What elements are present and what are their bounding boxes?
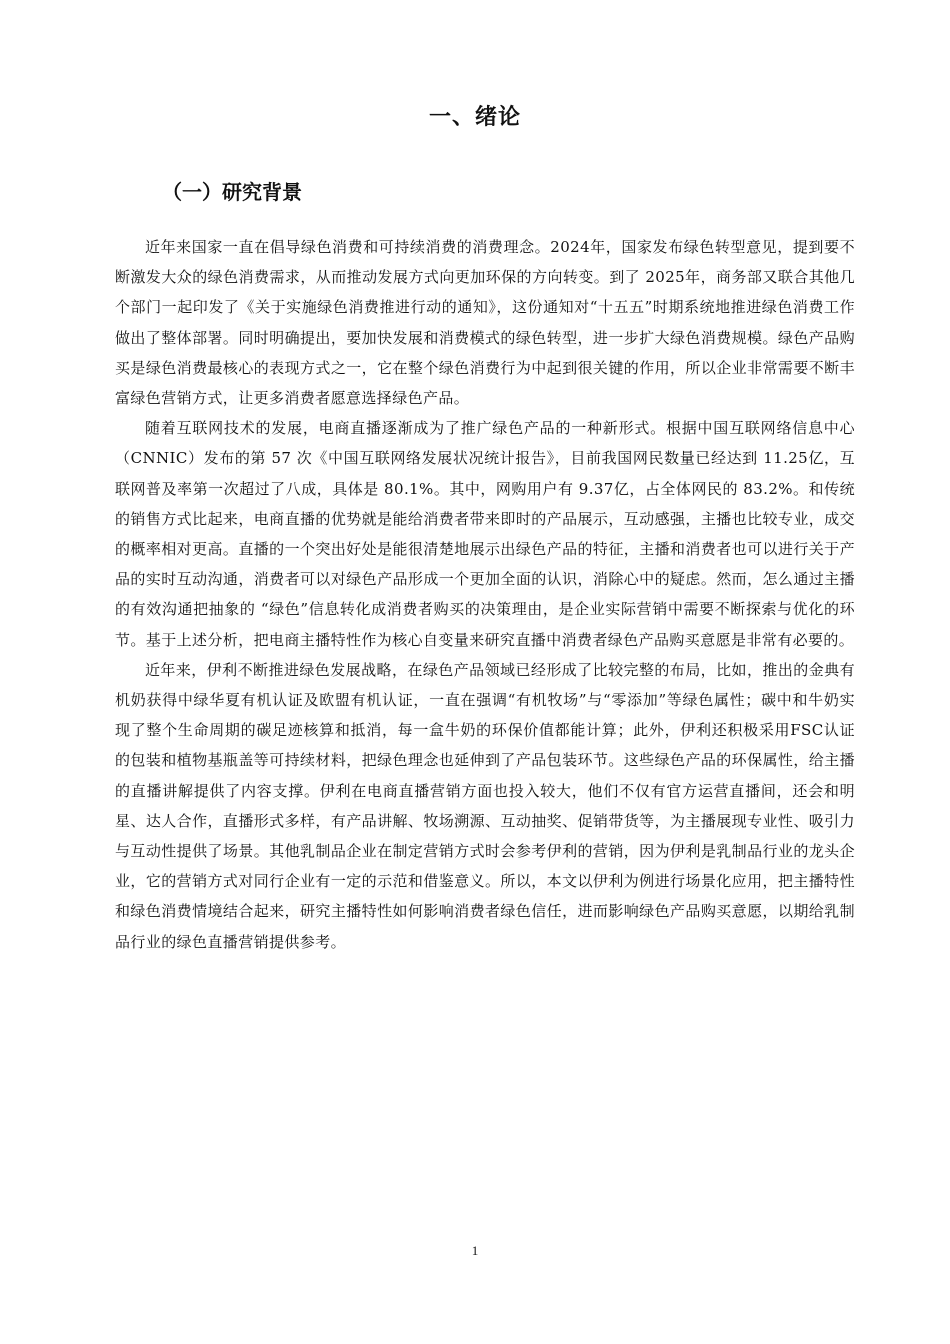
section-title: （一）研究背景 — [162, 180, 302, 204]
body-text — [115, 232, 855, 957]
paragraph: 随着互联网技术的发展，电商直播逐渐成为了推广绿色产品的一种新形式。根据中国互联网络信息中心（CNNIC）发布的第 57 次《中国互联网络发展状况统计报告》，目前我国网民数量已经达到 11.25亿，互联网普及率第一次超过了八成，具体是 80.1%。其中，网购用户有 9.37亿，占全体网民的 83.2%。和传统的销售方式比起来，电商直播的优势就是能给消费者带来即时的产品展示，互动感强，主播也比较专业，成交的概率相对更高。直播的一个突出好处是能很清楚地展示出绿色产品的特征，主播和消费者也可以进行关于产品的实时互动沟通，消费者可以对绿色产品形成一个更加全面的认识，消除心中的疑虑。然而，怎么通过主播的有效沟通把抽象的 “绿色”信息转化成消费者购买的决策理由，是企业实际营销中需要不断探索与优化的环节。基于上述分析，把电商主播特性作为核心自变量来研究直播中消费者绿色产品购买意愿是非常有必要的。 — [115, 419, 855, 649]
paragraph: 近年来国家一直在倡导绿色消费和可持续消费的消费理念。2024年，国家发布绿色转型意见，提到要不断激发大众的绿色消费需求，从而推动发展方式向更加环保的方向转变。到了 2025年，商务部又联合其他几个部门一起印发了《关于实施绿色消费推进行动的通知》，这份通知对“十五五”时期系统地推进绿色消费工作做出了整体部署。同时明确提出，要加快发展和消费模式的绿色转型，进一步扩大绿色消费规模。绿色产品购买是绿色消费最核心的表现方式之一，它在整个绿色消费行为中起到很关键的作用，所以企业非常需要不断丰富绿色营销方式，让更多消费者愿意选择绿色产品。 — [115, 238, 855, 408]
page-number: 1 — [471, 1243, 479, 1258]
paragraph: 近年来，伊利不断推进绿色发展战略，在绿色产品领域已经形成了比较完整的布局，比如，推出的金典有机奶获得中绿华夏有机认证及欧盟有机认证，一直在强调“有机牧场”与“零添加”等绿色属性；碳中和牛奶实现了整个生命周期的碳足迹核算和抵消，每一盒牛奶的环保价值都能计算；此外，伊利还积极采用FSC认证的包装和植物基瓶盖等可持续材料，把绿色理念也延伸到了产品包装环节。这些绿色产品的环保属性，给主播的直播讲解提供了内容支撑。伊利在电商直播营销方面也投入较大，他们不仅有官方运营直播间，还会和明星、达人合作，直播形式多样，有产品讲解、牧场溯源、互动抽奖、促销带货等，为主播展现专业性、吸引力与互动性提供了场景。其他乳制品企业在制定营销方式时会参考伊利的营销，因为伊利是乳制品行业的龙头企业，它的营销方式对同行企业有一定的示范和借鉴意义。所以，本文以伊利为例进行场景化应用，把主播特性和绿色消费情境结合起来，研究主播特性如何影响消费者绿色信任，进而影响绿色产品购买意愿，以期给乳制品行业的绿色直播营销提供参考。 — [115, 660, 855, 951]
chapter-title: 一、绪论 — [428, 105, 521, 130]
